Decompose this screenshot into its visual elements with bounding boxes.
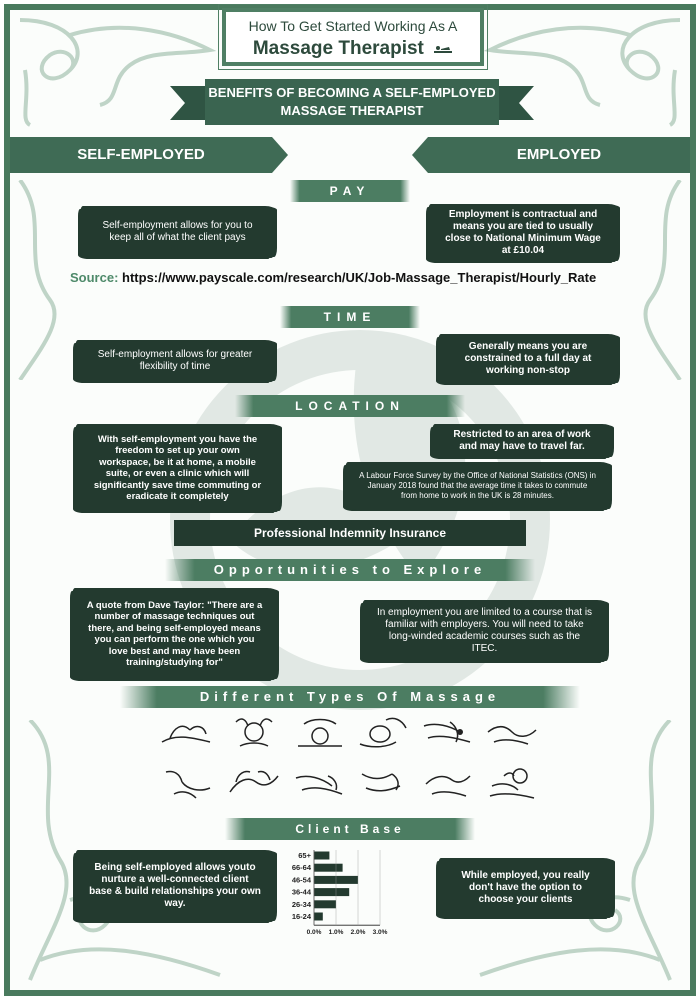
shoulder-massage-icon xyxy=(484,762,540,802)
insurance-label: Professional Indemnity Insurance xyxy=(174,520,526,546)
section-opportunities: Opportunities to Explore xyxy=(165,559,535,581)
benefits-line1: BENEFITS OF BECOMING A SELF-EMPLOYED xyxy=(208,85,496,100)
section-massage-types: Different Types Of Massage xyxy=(120,686,580,708)
location-employed-text: Restricted to an area of work and may have to travel far. xyxy=(432,424,612,458)
chart-tick-label: 0.0% xyxy=(306,929,322,936)
title-box xyxy=(222,8,484,66)
ornament-left-side xyxy=(10,180,70,380)
client-base-employed-text: While employed, you really don't have the option to choose your clients xyxy=(438,858,613,918)
source-url[interactable]: https://www.payscale.com/research/UK/Job-Massage_Therapist/Hourly_Rate xyxy=(122,270,597,285)
section-client-base: Client Base xyxy=(225,818,475,840)
chart-tick-label: 1.0% xyxy=(328,929,344,936)
time-self-text: Self-employment allows for greater flexibility of time xyxy=(75,340,275,382)
pay-self-text: Self-employment allows for you to keep all of what the client pays xyxy=(80,206,275,258)
head-massage-icon xyxy=(292,712,348,752)
client-base-self-text: Being self-employed allows youto nurture a well-connected client base & build relationships your own way. xyxy=(75,850,275,922)
title-line1: How To Get Started Working As A xyxy=(248,18,458,34)
title-main: Massage Therapist xyxy=(252,38,424,59)
employed-header: EMPLOYED xyxy=(428,137,690,173)
neck-massage-icon xyxy=(160,762,216,802)
employed-arrow xyxy=(412,137,428,173)
age-bar-chart xyxy=(282,846,392,936)
self-employed-header: SELF-EMPLOYED xyxy=(10,137,272,173)
face-massage-icon xyxy=(226,712,282,752)
facial-massage-icon xyxy=(356,712,412,752)
chart-bar xyxy=(314,900,336,908)
location-self-text: With self-employment you have the freedom to set up your own workspace, be it at home, a mobile suite, or even a clinic which will significantly save time commuting or eradicate it completely xyxy=(75,424,280,512)
chart-bar xyxy=(314,888,349,896)
chart-category-label: 46-54 xyxy=(291,875,311,885)
back-massage-icon xyxy=(160,712,216,752)
chart-category-label: 65+ xyxy=(298,851,311,860)
chart-bar xyxy=(314,864,343,872)
hand-massage-icon xyxy=(356,762,412,802)
chart-category-label: 26-34 xyxy=(291,899,311,909)
hand-massage-icon xyxy=(484,712,540,752)
chart-tick-label: 3.0% xyxy=(372,929,388,936)
benefits-line2: MASSAGE THERAPIST xyxy=(280,103,424,118)
hand-massage-icon xyxy=(420,712,476,752)
hand-massage-icon xyxy=(420,762,476,802)
chart-category-label: 66-64 xyxy=(291,863,311,873)
benefits-ribbon xyxy=(205,79,499,125)
section-pay: PAY xyxy=(290,180,410,202)
chart-bar xyxy=(314,913,323,921)
time-employed-text: Generally means you are constrained to a full day at working non-stop xyxy=(438,334,618,384)
title-line2 xyxy=(226,38,480,60)
source-label: Source: xyxy=(70,270,119,285)
arm-massage-icon xyxy=(292,762,348,802)
chart-category-label: 16-24 xyxy=(291,912,311,921)
chart-bar xyxy=(314,852,329,860)
location-survey-text: A Labour Force Survey by the Office of National Statistics (ONS) in January 2018 found that the average time it takes to commute from home to work in the UK is 28 minutes. xyxy=(345,462,610,510)
pay-employed-text: Employment is contractual and means you are tied to usually close to National Minimum Wage at £10.04 xyxy=(428,204,618,262)
massage-icon-grid xyxy=(150,712,550,807)
back-massage-icon xyxy=(226,762,282,802)
massage-bed-icon xyxy=(433,42,453,56)
chart-category-label: 36-44 xyxy=(291,887,311,897)
opportunities-employed-text: In employment you are limited to a course that is familiar with employers. You will need to take long-winded academic courses such as the ITEC. xyxy=(362,600,607,662)
section-time: TIME xyxy=(280,306,420,328)
opportunities-self-text: A quote from Dave Taylor: "There are a number of massage techniques out there, and being self-employed means you can perform the one which you love best and may have been training/studying for" xyxy=(72,588,277,680)
self-employed-arrow xyxy=(272,137,288,173)
source-line xyxy=(70,270,650,285)
section-location: LOCATION xyxy=(235,395,465,417)
chart-tick-label: 2.0% xyxy=(350,929,366,936)
